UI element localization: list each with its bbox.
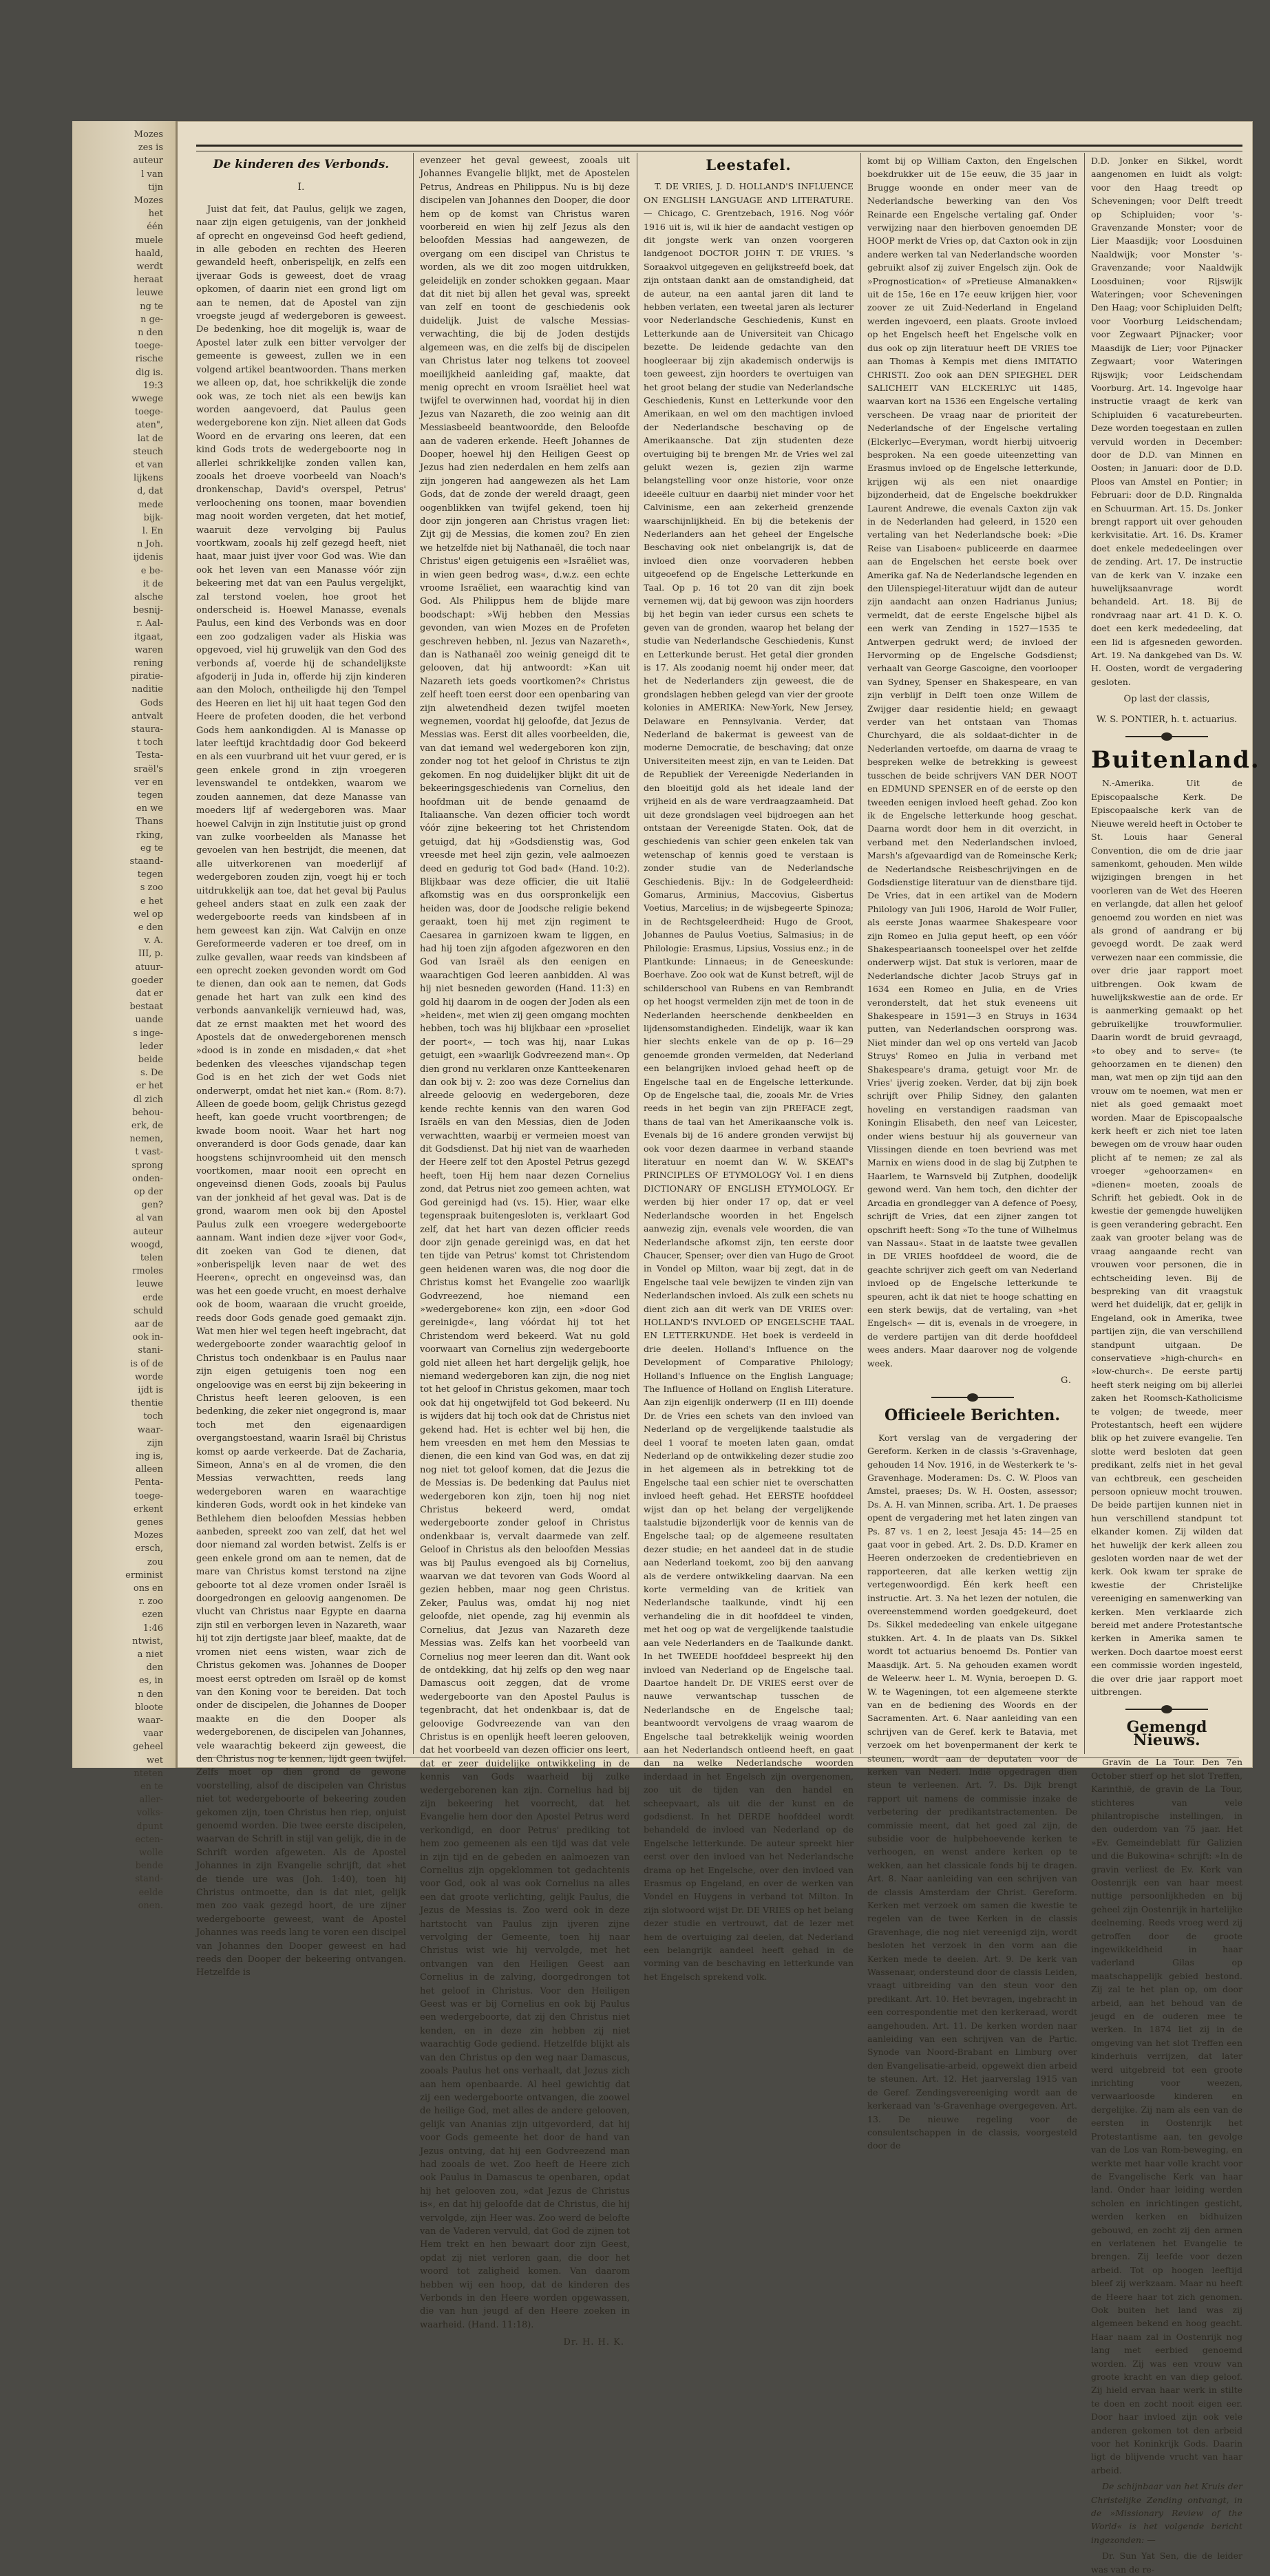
gutter-fragment: s zoo [140,883,163,894]
official-body [867,1431,1077,2153]
gutter-fragment: onen. [138,1900,163,1911]
gutter-fragment: wel op [133,909,163,920]
gutter-fragment: zou [147,1556,163,1567]
gutter-fragment: rening [133,658,163,668]
foreign-text: N.-Amerika. Uit de Episcopaalsche Kerk. De Episcopaalsche kerk van de Nieuwe wereld heeft in October te St. Louis haar General Convention, die om de drie jaar samenkomt, gehouden. Men wilde wijzigingen brengen in het voorleren van de Wet des Heeren en verlangde, dat allen het geloof genoemd zou worden en niet was als grond of aandrang er bij gevoegd wordt. De zaak werd verwezen naar een commissie, die over drie jaar rapport moet uitbrengen. Ook kwam de huwelijkskwestie aan de orde. Er is aanmerking gemaakt op het gebruikelijke trouwformulier. Daarin wordt de bruid gevraagd, »to obey and to serve« (te gehoorzamen en te dienen) den man, wat men op zijn tijd aan den vrouw om te noemen, wat men er niet als goed gemaakt moet worden. Maar de Episcopaalsche kerk heeft er zich niet toe laten bewegen om de vrouw haar ouden plicht af te nemen; ze zal als vroeger »gehoorzamen« en »dienen« moeten, zooals de Schrift het gebiedt. Ook in de kwestie der gemengde huwelijken is geen verandering gebracht. Een zaak van grooter belang was de vraag aangaande recht van vrouwen voor personen, die in echtscheiding leven. Bij de bespreking van dit vraagstuk werd het duidelijk, dat er, gelijk in Engeland, ook in Amerika, twee partijen zijn, die van verschillend standpunt uitgaan. De conservatieve »high-church« en »low-church«. De eerste partij heeft sterk neiging om bij allerlei zaken het Roomsch-Katholicisme te volgen; de tweede, meer Protestantsch, heeft een wijdere blik op het zuivere evangelie. Ten slotte werd besloten dat geen predikant, zelfs niet in het geval van echtbreuk, een gescheiden persoon opnieuw mocht trouwen. De beide partijen kunnen niet in hun verschillend standpunt tot elkander komen. Zij wilden dat het huwelijk der kerk alleen zou gesloten worden naar de wet der kerk. Ook kwam ter sprake de kwestie der Christelijke vereeniging en samenwerking van kerken. Men verklaarde zich bereid met andere Protestantsche kerken in Amerika samen te werken. Doch daartoe moest eerst een commissie worden ingesteld, die over drie jaar rapport moet uitbrengen. [1091,778,1242,1698]
gutter-fragment: onden- [132,1173,163,1184]
gutter-fragment: behou- [132,1107,163,1118]
gutter-fragment: toege- [134,341,163,352]
official-signer: W. S. PONTIER, h. t. actuarius. [1096,714,1238,725]
news-text: De schijnbaar van het Kruis der Christelijke Zending ontvangt, in de »Missionary Review of the World« is het volgende bericht ingezonden: — [1091,2481,1242,2545]
gutter-fragment: aar de [134,1319,163,1329]
gutter-fragment: antvalt [131,710,163,721]
article-continuation [420,154,630,2332]
gutter-fragment: is of de [130,1358,163,1369]
article-section-number: I. [297,182,305,193]
gutter-fragment: nemen, [129,1134,163,1145]
gutter-fragment: Thans [136,816,163,827]
gutter-fragment: worde [134,1371,163,1382]
column-4 [867,154,1077,2151]
gutter-fragment: sprong [131,1160,163,1171]
news-text: Gravin de La Tour. Den 7en October stierf op het slot Treffen, Karinthië, de gravin de La Tour, stichteres van vele philantropische instellingen, in den ouderdom van 75 jaar. Het »Ev. Gemeindeblatt für Galizien und die Bukowina« schrijft: »In de gravin verliest de Ev. Kerk van Oostenrijk een van haar meest nuttige persoonlijkheden en bij geheel zijn Oostenrijk in hartelijke deelneming. Reeds vroeg werd zij getroffen door de groote ingewikkeldheid in haar vaderland Gilas op maatschappelijk gebied bestond. Zij zal te het plan op, om door arbeid, aan het behoud van de jeugd en de ouderen mee te werken. In 1874 liet zij in de omgeving van het slot Treffen een kinderhuis verrijzen, dat later werd uitgebreid tot een groote inrichting voor weezen, verwaarloosde kinderen en dergelijke. Zij nam als een van de eersten in Oostenrijk het Protestantisme aan, ten gevolge van de Los van Rom-beweging, en werkte met haar volle kracht voor de Evangelische Kerk van haar land. Onder haar leiding werden scholen en inrichtingen gesticht, werden kerken en bidhuizen gebouwd, en zocht zij den armen en verlatenen het Evangelie te brengen. Zij leefde voor dezen arbeid. Tot op hoogen leeftijd bleef zij werkzaam. Maar nu heeft de Heere haar tot zich genomen. Ook buiten het land was zij algemeen bekend en hoog geacht. Haar naam zal in Oostenrijk nog lang met eerbied genoemd worden. Zij was een vrouw van groote kracht en van diep geloof. Zij hield ervan haar werk in stilte te doen en zocht nooit eigen eer. Door haar invloed zijn ook vele anderen gekomen tot den arbeid voor het Koninkrijk Gods. Daarin ligt de blijvende vrucht van haar arbeid. [1091,1757,1242,2475]
official-text: D.D. Jonker en Sikkel, wordt aangenomen en luidt als volgt: voor den Haag treedt op Scheveningen; voor Delft treedt op Schipluiden; voor 's-Gravenzande Monster; voor de Lier Maasdijk; voor Loosduinen Naaldwijk; voor Monster 's-Gravenzande; voor Naaldwijk Loosduinen; voor Rijswijk Wateringen; voor Scheveningen Den Haag; voor Schipluiden Delft; voor Voorburg Leidschendam; voor Zegwaart Pijnacker; voor Maasdijk de Lier; voor Pijnacker Zegwaart; voor Wateringen Rijswijk; voor Leidschendam Voorburg. Art. 14. Ingevolge haar instructie vraagt de kerk van Schipluiden 6 vacaturebeurten. Deze worden toegestaan en zullen vervuld worden in December: door de D.D. van Minnen en Oosten; in Januari: door de D.D. Ploos van Amstel en Pontier; in Februari: door de D.D. Ringnalda en Schuurman. Art. 15. Ds. Jonker brengt rapport uit over gehouden kerkvisitatie. Art. 16. Ds. Kramer doet enkele mededeelingen over de zending. Art. 17. De instructie van de kerk van V. inzake een huwelijksaanvrage wordt behandeld. Art. 18. Bij de rondvraag naar art. 41 D. K. O. doet een kerk mededeeling, dat een lid is afgesneden geworden. Art. 19. Na dankgebed van Ds. W. H. Oosten, wordt de vergadering gesloten. [1091,156,1242,687]
gutter-fragment: rking, [136,830,163,841]
gutter-fragment: eelde [138,1887,163,1898]
gutter-fragment: auteur [133,156,163,167]
gutter-fragment: lijkens [134,473,163,484]
separator [1125,736,1208,737]
gutter-fragment: en te [140,1782,163,1792]
gutter-fragment: al van [136,1213,163,1224]
gutter-fragment: aller- [139,1795,163,1806]
article-text: Juist dat feit, dat Paulus, gelijk we zagen, naar zijn eigen getuigenis, van der jonkheid af oprecht en ongeveinsd God heeft gediend, in alle geboden en rechten des Heeren gewandeld heeft, onberispelijk, en zelfs een ijveraar Gods is geweest, doet de vraag opkomen, of daarin niet een grond ligt om aan te nemen, dat de Apostel van zijn vroegste jeugd af wedergeboren is geweest. De bedenking, hoe dit mogelijk is, waar de Apostel later zulk een bitter vervolger der gemeente is geweest, zullen we in een volgend artikel beantwoorden. Thans merken we alleen op, dat, hoe schrikkelijk die zonde ook was, ze toch niet als een bewijs kan worden aangevoerd, dat Paulus geen wedergeborene kon zijn. Niet alleen dat Gods Woord en de ervaring ons leeren, dat een kind Gods trots de wedergeboorte nog in allerlei schrikkelijke zonden vallen kan, zooals het droeve voorbeeld van Noach's dronkenschap, David's overspel, Petrus' verloochening ons toonen, maar bovendien mag nooit worden vergeten, dat het motief, waaruit deze vervolging bij Paulus voortkwam, zooals hij zelf gezegd heeft, niet haat, maar juist ijver voor God was. Wie dan ook het leven van een Manasse vóór zijn bekeering met dat van een Paulus vergelijkt, zal terstond voelen, hoe groot het onderscheid is. Hoewel Manasse, evenals Paulus, een kind des Verbonds was en door een zoo godzaligen vader als Hiskia was opgevoed, viel hij gruwelijk van den God des verbonds af, voerde hij de schandelijkste afgoderij in Juda in, offerde hij zijn kinderen aan den Moloch, ontheiligde hij den Tempel des Heeren en liet hij uit haat tegen God den Heere de profeten dooden, die het verbond Gods hem aankondigden. Al is Manasse op later leeftijd krachtdadig door God bekeerd en als een vuurbrand uit het vuur gered, er is geen enkele grond in zijn vroegeren levenswandel te ontdekken, waarom we zouden aannemen, dat deze Manasse van moeders lijf af wedergeboren was. Maar hoewel Calvijn in zijn Institutie juist op grond van zulke voorbeelden als Manasse het gevoelen van hen bestrijdt, die meenen, dat alle uitverkorenen van moederlijf af wedergeboren zouden zijn, voegt hij er toch uitdrukkelijk aan toe, dat het geval bij Paulus geheel anders staat en zulk een zaak der wedergeboorte reeds van kindsbeen af in hem geweest kan zijn. Wat Calvijn en onze Gereformeerde vaderen er toe dreef, om in zulke gevallen, waar reeds van kindsbeen af een oprecht zoeken gevonden wordt om God te dienen, dan ook aan te nemen, dat Gods genade het hart van zulk een kind des verbonds aanvankelijk vernieuwd had, was, dat ze ernst maakten met het woord des Apostels dat de onwedergeborenen mensch »dood is in zonde en misdaden,« dat »het bedenken des vleesches vijandschap tegen God is en het zich der wet Gods niet onderwerpt, omdat het niet kan.« (Rom. 8:7). Alleen de goede boom, gelijk Christus gezegd heeft, kan goede vrucht voortbrengen; de kwade boom nooit. Waar het hart nog onveranderd is door Gods genade, daar kan hoogstens schijnvroomheid uit den mensch voortkomen, maar nooit een oprecht en ongeveinsd dienen Gods, zooals bij Paulus van der jonkheid af het geval was. Dat is de grond, waarom men ook bij den Apostel Paulus zulk een vroegere wedergeboorte aannam. Want indien deze »ijver voor God«, dit zoeken van God te dienen, dat »onberispelijk leven naar de wet des Heeren«, oprecht en ongeveinsd was, dan was het een goede vrucht, en moest derhalve ook de boom, waaraan die vrucht groeide, reeds door Gods genade goed gemaakt zijn. Wat men hier wel tegen heeft ingebracht, dat wedergeboorte zonder waarachtig geloof in Christus toch ondenkbaar is en Paulus naar zijn eigen getuigenis toen nog een ongeloovige was en eerst bij zijn bekeering in Christus heeft leeren gelooven, is een bedenking, die zeker niet ongegrond is, maar toch met den eigenaardigen overgangstoestand, waarin Israël bij Christus komst op aarde verkeerde. Dat de Zacharia, Simeon, Anna's en al de vromen, die den Messias verwachtten, reeds lang wedergeboren waren en waarachtige kinderen Gods, wordt ook in het kindeke van Bethlehem dien beloofden Messias hebben aanbeden, spreekt zoo van zelf, dat het wel door niemand zal worden betwist. Zelfs is er geen enkele grond om aan te nemen, dat de mare van Christus komst terstond na zijne geboorte tot al deze vromen onder Israël is doorgedrongen en geloovig aangenomen. De vlucht van Christus naar Egypte en daarna zijn stil en verborgen leven in Nazareth, waar hij tot zijn dertigste jaar bleef, maakte, dat de vromen niet eens wisten, waar zich de Christus gekomen was. Johannes de Dooper moest eerst optreden om Israël op de komst van den Koning voor te bereiden. Dat toch onder de discipelen, die Johannes de Dooper maakte en die den Dooper als wedergeborenen, de discipelen van Johannes, vele waarachtig bekeerd zijn geweest, die den Christus nog te kennen, lijdt geen twijfel. Zelfs moet op dien grond de gewone voorstelling, alsof de discipelen van Christus niet tot wedergeboorte of bekeering zouden gekomen zijn, toen Christus hen riep, onjuist genoemd worden. Die twee eerste discipelen, waarvan de Schrift in stijl van gelijk, die in de Schrift worden afgeweten. Als de Apostel Johannes in zijn Evangelie schrijft, dat »het de tiende ure was (Joh. 1:40), toen hij Christus ontmoette, dan is dat niet, gelijk men zoo vaak gezegd hoort, de ure zijner wedergeboorte geweest, want de Apostel Johannes was reeds lang te voren een discipel van Johannes den Dooper geweest en had reeds den Dooper der bekeering ontvangen. Hetzelfde is [196,204,406,1978]
gutter-fragment: r. zoo [138,1596,163,1607]
section-title-leestafel: Leestafel. [706,156,792,173]
gutter-fragment: e be- [140,565,163,576]
gutter-fragment: er het [136,1081,163,1092]
gutter-fragment: mede [138,499,163,510]
gutter-fragment: tijn [148,182,163,193]
gutter-fragment: leder [139,1041,163,1052]
column-rule [860,153,861,1754]
gutter-fragment: bende [135,1861,163,1872]
gutter-fragment: schuld [133,1305,163,1316]
gutter-fragment: den [146,1662,163,1674]
gutter-fragment: n den [138,1689,163,1700]
gutter-fragment: nteten [134,1768,163,1779]
column-5 [1091,154,1260,2575]
gutter-fragment: III, p. [138,949,163,960]
gutter-fragment: telen [140,1253,163,1263]
gutter-fragment: 19:3 [142,380,163,391]
gutter-fragment: stani- [138,1345,163,1356]
gutter-fragment: atuur- [135,962,163,973]
gutter-fragment: gen? [141,1200,163,1211]
gutter-fragment: volks- [136,1808,163,1819]
gutter-fragment: 1:46 [142,1623,163,1634]
gutter-fragment: genes [136,1517,163,1528]
gutter-fragment: lat de [137,433,163,444]
review-text: T. DE VRIES, J. D. HOLLAND'S INFLUENCE ON ENGLISH LANGUAGE AND LITERATURE. — Chicago, C. Grentzebach, 1916. Nog vóór 1916 uit is, wil ik hier de aandacht vestigen op dit jongste werk van onzen voorgeren landgenoot DOCTOR JOHN T. DE VRIES. 's Soraakvol uitgegeven en gelijkstreefd boek, dat zijn ontstaan dankt aan de omstandigheid, dat de auteur, na een aantal jaren dit land te hebben verlaten, een tweetal jaren als lecturer voor Nederlandsche Geschiedenis, Kunst en Letterkunde aan de Universiteit van Chicago bezette. De leidende gedachte van den hoogleeraar bij zijn akademisch onderwijs is toen geweest, zijn hoorders te overtuigen van het groot belang der studie van Nederlandsche Geschiedenis, Kunst en Letterkunde voor den Amerikaan, en wel om den machtigen invloed der Nederlandsche beschaving op de Amerikaansche. Dat zijn studenten deze overtuiging bij te brengen Mr. de Vries wel zal gelukt wezen is, gezien zijn warme belangstelling voor onze historie, voor onze ideeële cultuur en daarbij niet minder voor het Calvinisme, een aan zekerheid grenzende waarschijnlijkheid. En bij die betekenis der Nederlanders aan het geheel der Engelsche Beschaving ook niet onbelangrijk is, dat de invloed dien onze voorvaderen hebben uitgeoefend op de Engelsche Letterkunde en Taal. Op p. 16 tot 20 van dit zijn boek vernemen wij, dat bij gewoon was zijn hoorders bij het begin van ieder cursus een schets te geven van de gronden, waarop het belang der studie van Nederlandsche Geschiedenis, Kunst en Letterkunde berust. Het getal dier gronden is 17. Als zoodanig noemt hij onder meer, dat het de Nederlanders zijn geweest, die de grondslagen hebben gelegd van vier der groote kolonies in AMERIKA: New-York, New Jersey, Delaware en Pennsylvania. Verder, dat Nederland de bakermat is geweest van de moderne Democratie, de beschaving; dat onze Universiteiten meest zijn, en van te Leiden. Dat de Republiek der Vereenigde Nederlanden in den bloeitijd gold als het ideale land der vrijheid en als de ware verdraagzaamheid. Dat uit deze grondslagen veel bijdroegen aan het ontstaan der Vereenigde Staten. Ook, dat de geschiedenis van schier geen enkelen tak van wetenschap of kennis goed te verstaan is zonder studie van de Nederlandsche Geschiedenis. Bijv.: In de Godgeleerdheid: Gomarus, Arminius, Maccovius, Gisbertus Voetius, Marcelius; in de wijsbegeerte Spinoza; in de Rechtsgeleerdheid: Hugo de Groot, Johannes de Paulus Voetius, Salmasius; in de Philologie: Erasmus, Lipsius, Vossius enz.; in de Plantkunde: Linnaeus; in de Geneeskunde: Boerhave. Zoo ook wat de Kunst betreft, wijl de schilderschool van Rubens en van Rembrandt op het hoogst vermelden zijn met de toon in de Nederlanden heerschende denkbeelden en lijdensomstandigheden. Eindelijk, waar ik kan hier slechts enkele van de op p. 16—29 genoemde gronden vermelden, dat Nederland een belangrijken invloed gehad heeft op de Engelsche taal en de Engelsche letterkunde. Op de Engelsche taal, die, zooals Mr. de Vries reeds in het begin van zijn PREFACE zegt, thans de taal van het Amerikaansche volk is. Evenals bij de 16 andere gronden verwijst bij ook voor dezen daarmee in verband staande literatuur en noemt dan W. W. SKEAT's PRINCIPLES OF ETYMOLOGY Vol. I en diens DICTIONARY OF ENGLISH ETYMOLOGY. Er werden bij hier onder 17 op, dat er veel Nederlandsche woorden in het Engelsch aanwezig zijn, evenals vele woorden, die van Nederlandsche afkomst zijn, ten eerste door Chaucer, Spenser; over dien van Hugo de Groot in Vondel op Milton, waar bij zegt, dat in de Engelsche taal vele bewijzen te vinden zijn van Nederlandschen invloed. Als zulk een schets nu dient zich aan dit werk van DE VRIES over: HOLLAND'S INVLOED OP ENGELSCHE TAAL EN LETTERKUNDE. Het boek is verdeeld in drie deelen. Holland's Influence on the Development of Comparative Philology; Holland's Influence on the English Language; The Influence of Holland on English Literature. Aan zijn eigenlijk onderwerp (II en III) doende Dr. de Vries een schets van den invloed van Nederland op de vergelijkende taalstudie als deel 1 vooraf te moeten laten gaan, omdat Nederland op de ontwikkeling dezer studie zoo in het algemeen als in betrekking tot de Engelsche taal een schier niet te overschatten invloed heeft gehad. Het EERSTE hoofddeel wijst dan op het belang der vergelijkende taalstudie bijzonderlijk voor de kennis van de Engelsche taal; op de algemeene resultaten dezer studie; en het aandeel dat in de studie aan Nederland toekomt, zoo bij den aanvang als de verdere ontwikkeling daarvan. Na een korte vermelding van de kritiek van Nederlandsche taalkunde, vindt hij een verhandeling die in dit hoofddeel te vinden, met het oog op wat de vergelijkende taalstudie aan vele Nederlanders en de Taalkunde dankt. In het TWEEDE hoofddeel bespreekt hij den invloed van Nederland op de Engelsche taal. Daartoe handelt Dr. DE VRIES eerst over de nauwe verwantschap tusschen de Nederlandsche en de Engelsche taal; beantwoordt vervolgens de vraag waarom de Engelsche taal betrekkelijk weinig woorden aan het Nederlandsch ontleend heeft, en gaat dan na welke Nederlandsche woorden inderdaad in het Engelsch zijn overgenomen, zoo uit de tijden van den handel en scheepvaart, als uit die der kunst en de godsdienst. In het DERDE hoofddeel wordt behandeld de invloed van Nederland op de Engelsche letterkunde. De auteur spreekt hier eerst over den invloed van het Nederlandsche drama op het Engelsche, over den invloed van Erasmus op Engeland, en over de werken van Vondel en Huygens in verband tot Milton. In zijn slotwoord wijst Dr. DE VRIES op het belang dezer studie en vertrouwt, dat de lezer met hem de overtuiging zal deelen, dat Nederland een belangrijk aandeel heeft gehad in de vorming van de beschaving en letterkunde van het Engelsch sprekend volk. [644,181,854,1982]
gutter-fragment: Penta- [134,1477,163,1488]
official-signoff: Op last der classis, [1123,694,1210,705]
gutter-fragment: dl zich [133,1094,163,1105]
gutter-fragment: op der [134,1187,163,1197]
column-rule [1084,153,1085,1754]
gutter-fragment: muele [135,235,163,246]
gutter-fragment: e het [140,896,163,907]
gutter-fragment: ecten- [135,1834,163,1845]
gutter-fragment: l van [141,169,163,180]
gutter-fragment: staand- [129,856,163,867]
gutter-fragment: tegen [137,869,163,880]
gutter-fragment: eg te [140,843,163,854]
gutter-fragment: alsche [134,592,163,602]
gutter-fragment: dig is. [136,367,163,378]
gutter-fragment: toch [143,1411,163,1422]
gutter-fragment: l. En [142,526,163,536]
official-continuation [1091,154,1242,688]
section-title-buitenland: Buitenland. [1091,746,1260,774]
foreign-body [1091,777,1242,1698]
gutter-fragment: steuch [133,446,163,457]
gutter-fragment: toege- [134,407,163,418]
gutter-fragment: heraat [133,275,163,286]
gutter-fragment: stand- [135,1874,163,1885]
official-text: Kort verslag van de vergadering der Gereform. Kerken in de classis 's-Gravenhage, gehouden 14 Nov. 1916, in de Westerkerk te 's-Gravenhage. Moderamen: Ds. C. W. Ploos van Amstel, praeses; Ds. W. H. Oosten, assessor; Ds. A. H. van Minnen, scriba. Art. 1. De praeses opent de vergadering met het laten zingen van Ps. 87 vs. 1 en 2, leest Jesaja 45: 14—25 en gaat voor in gebed. Art. 2. Ds. D.D. Kramer en Heeren onderzoeken de credentiebrieven en rapporteeren, dat alle kerken wettig zijn vertegenwoordigd. Één kerk heeft een instructie. Art. 3. Na het lezen der notulen, die overeenstemmend worden goedgekeurd, doet Ds. Sikkel mededeeling van enkele uitgegane stukken. Art. 4. In de plaats van Ds. Sikkel wordt tot actuarius benoemd Ds. Pontier van Maasdijk. Art. 5. Na gehouden examen wordt de Weleerw. heer L. M. Wynia, beroepen D. G. W. te Wageningen, tot een algemeene sterkte van en de bediening des Woords en der Sacramenten. Art. 6. Naar aanleiding van een schrijven van de Geref. kerk te Batavia, met verzoek om het bovenpermanent der kerk te steunen, wordt aan de deputaten voor de kerken van Nederl. Indië opgedragen dien steun te verleenen. Art. 7. Ds. Dijk brengt rapport uit namens de commissie inzake de verbetering der predikantstractementen. De commissie meent, dat het goed zal zijn, de subsidie voor de hulpbehoevende kerken te verhoogen, en wenst andere kerken op te wekken, aan het classicale fonds bij te dragen. Art. 8. Naar aanleiding van een schrijven van de classis Amsterdam der Christ. Gereform. Kerken met verzoek om samen die kwestie te regelen van de twee Kerken in de classis Gravenhage, die nog niet vereenigd zijn, wordt besloten het verzoek in den vorm aan die Kerken mede te deelen. Art. 9. De kerk van Wassenaar, ondersteund door de classis Leiden, vraagt uitbreiding van den steun voor den predikant. Art. 10. Het bevragen, ingebracht in een correspondentie met den kerkeraad, wordt aangehouden. Art. 11. De kerken worden naar aanleiding van een schrijven van de Partic. Synode van Noord-Brabant en Limburg over den Evangelisatie-arbeid, opgewekt dien arbeid te steunen. Art. 12. Het jaarverslag 1915 van de Geref. Zendingsvereeniging wordt aan de kerkeraad van 's-Gravenhage overgegeven. Art. 13. De nieuwe regeling voor de consulentschappen in de classis, voorgesteld door de [867,1432,1077,2151]
gutter-fragment: wet [146,1755,163,1766]
article-title: De kinderen des Verbonds. [213,158,390,171]
review-body [644,180,854,1983]
gutter-fragment: rische [135,354,163,365]
review-continuation [867,154,1077,1370]
gutter-fragment: ersch, [135,1543,163,1554]
top-rule [196,145,1242,151]
gutter-fragment: waren [134,644,163,655]
gutter-fragment: ijdenis [133,552,163,563]
gutter-fragment: erde [142,1292,163,1303]
gutter-fragment: het [148,209,163,220]
gutter-fragment: s inge- [133,1028,163,1039]
column-3 [644,154,854,1982]
gutter-fragment: waar- [137,1715,163,1726]
gutter-fragment: wolle [139,1848,163,1858]
gutter-fragment: t vast- [135,1147,163,1158]
gutter-fragment: alleen [136,1464,163,1475]
gutter-fragment: ing is, [136,1451,163,1461]
gutter-fragment: t toch [136,737,163,748]
gutter-fragment: e den [138,922,163,933]
gutter-fragment: d, dat [137,486,163,497]
gutter-fragment: ng te [140,301,163,312]
bottom-rule [196,1757,1239,1758]
gutter-fragment: toege- [134,1490,163,1501]
gutter-fragment: n ge- [140,314,163,325]
article-text: evenzeer het geval geweest, zooals uit Johannes Evangelie blijkt, met de Apostelen Petrus, Andreas en Philippus. Nu is bij deze discipelen van Johannes den Dooper, die door hem op de komst van Christus waren voorbereid en wien hij zelf Jezus als den beloofden Messias had aangewezen, de overgang om een discipel van Christus te worden, als we dit zoo mogen uitdrukken, geleidelijk en zonder schokken gegaan. Maar dat dit niet bij allen het geval was, spreekt van zelf en toont de geschiedenis ook duidelijk. Juist de valsche Messias-verwachting, die bij de Joden destijds algemeen was, en die zelfs bij de discipelen van Christus later nog telkens tot zooveel moeilijkheid aanleiding gaf, maakte, dat menig oprecht en vroom Israëliet heel wat twijfel te overwinnen had, voordat hij in dien Jezus van Nazareth, die zoo weinig aan dit Messiasbeeld beantwoordde, den Beloofde aan de vaderen erkende. Heeft Johannes de Dooper, hoewel hij den Heiligen Geest op Jezus had zien nederdalen en hem zelfs aan zijn jongeren had aangewezen als het Lam Gods, dat de zonde der wereld draagt, geen oogenblikken van twijfel gekend, toen hij door zijn jongeren aan Christus vragen liet: Zijt gij de Messias, die komen zou? En zien we hetzelfde niet bij Nathanaël, die toch naar Christus' eigen getuigenis een »Israëliet was, in wien geen bedrog was«, d.w.z. een echte vroome Israëliet, een waarachtig kind van God. Als Philippus hem de blijde mare boodschapt: »Wij hebben den Messias gevonden, van wien Mozes en de Profeten geschreven hebben, nl. Jezus van Nazareth«, dan is Nathanaël zoo weinig geneigd dit te gelooven, dat hij antwoordt: »Kan uit Nazareth iets goeds voortkomen?« Christus zelf heeft toen eerst door een openbaring van zijn alwetendheid dezen twijfel moeten wegnemen, voordat hij geloofde, dat Jezus de Messias was. Eerst dit alles voorbeelden, die, van dat iemand wel wedergeboren kon zijn, zonder nog tot het geloof in Christus te zijn gekomen. En nog duidelijker blijkt dit uit de bekeeringsgeschiedenis van Cornelius, den hoofdman uit de bende genaamd de Italiaansche. Van dezen officier toch wordt vóór zijne bekeering tot het Christendom getuigd, dat hij »Godsdienstig was, God vreesde met heel zijn gezin, vele aalmoezen deed en gedurig tot God bad« (Hand. 10:2). Blijkbaar was deze officier, die uit Italië afkomstig was en dus oorspronkelijk een heiden was, door de Joodsche religie bekend geraakt, toen hij met zijn regiment te Caesarea in garnizoen kwam te liggen, en had hij toen zijn afgoden afgezworen en den God van Israël als den eenigen en waarachtigen God leeren aanbidden. Al was hij niet besneden geworden (Hand. 11:3) en gold hij daarom in de oogen der Joden als een »heiden«, met wien zij geen omgang mochten hebben, toch was hij blijkbaar een »proseliet der poort«, — toch was hij, naar Lukas getuigt, een »waarlijk Godvreezend man«. Op dien grond nu verklaren onze Kantteekenaren dan ook bij v. 2: zoo was deze Cornelius dan alreede geloovig en wedergeboren, deze kende rechte kennis van den waren God Israëls en van den Messias, dien de Joden verwachtten, waarbij er vermeien moest van dit Godsdienst. Dat hij niet van de waarheden der Heere zelf tot den Apostel Petrus gezegd heeft, toen Hij hem naar dezen Cornelius zond, dat Petrus niet zoo gemeen achten, wat God gereinigd had (vs. 15). Hier, waar elke tegenspraak buitengesloten is, verklaart God zelf, dat het hart van dezen officier reeds door zijn genade gereinigd was, en dat het ten tijde van Petrus' komst tot Christendom geen heidenen waren was, die nog door die Christus komst het Evangelie zoo waarlijk Godvreezend, hoe niemand een »wedergeborene« kon zijn, een »door God gereinigde«, lang vóórdat hij tot het Christendom werd bekeerd. Wat nu gold voorwaart van Cornelius zijn wedergeboorte gold niet alleen het hart dergelijk gelijk, hoe niemand wedergeboren kan zijn, die nog niet tot het geloof in Christus gekomen, maar toch ook dat hij ongetwijfeld tot God bekeerd. Nu is wijders dat hij toch ook dat de Christus niet gekend had. Het is echter wel bij hen, die hem vreesden en met hem den Messias te dienen, die een kind van God was, en dat zij nog niet tot geloof komen, dat die Jezus die de Messias is. De bedenking dat Paulus niet wedergeboren kon zijn, toen hij nog niet Christus bekeerd werd, omdat wedergeboorte zonder geloof in Christus ondenkbaar is, vervalt daarmede van zelf. Geloof in Christus als den beloofden Messias was bij Paulus evengoed als bij Cornelius, waarvan we dat tevoren van Gods Woord al gezien hebben, maar nog geen Christus. Zeker, Paulus was, omdat hij nog niet geloofde, niet opende, zag hij evenmin als Cornelius, dat Jezus van Nazareth deze Messias was. Zelfs kan het voorbeeld van Cornelius nog meer leeren dan dit. Want ook de ontdekking, dat hij zelfs op den weg naar Damascus ooit zeggen, dat de vrome wedergeboorte van den Apostel Paulus is tegenbracht, dat het ondenkbaar is, dat de geloovige Godvreezende van van den Christus is en openlijk heeft leeren gelooven, dat het voorbeeld van dezen officier ons leert, dat er zeer duidelijke ontwikkeling in de kennis van Gods waarheid bij zulke wedergeborenen kan zijn. Cornelius had bij zijn bekeering het voorrecht, dat het Evangelie hem door den Apostel Petrus werd verkondigd, en door Petrus' prediking tot hem zoo gemeenen als een tijd was dat vele in zijn tijd en de gebeden en aalmoezen van Cornelius zijn opgeklommen tot gedachtenis voor God, ook al was ook Cornelius na alles een dat groote verlichting, gelijk Paulus, die Jezus de Messias is. Zoo werd ook in deze hartstocht van Paulus zijn ijveren zijne vervolging der Gemeente, toen hij naar Christus wist wie hij vervolgde, met het ontvangen van den Heiligen Geest aan Cornelius in de zalving, doorgedrongen tot het geloof in Christus. Voor den Heiligen Geest was er bij Cornelius en ook bij Paulus een wedergeboorte, dat zij den Christus niet kenden, en in deze zin hebben zij niet waarachtig Gode gediend. Hetzelfde blijkt als van den Christus op den weg naar Damascus, zooals Paulus het ons verhaalt, dat Jezus zich aan hem openbaarde. Al heel gewichtig dat zij een wedergeboorte ontvangen, die zoowel de heilige God, met alles de andere gelooven, gelijk van Ananias zijn uitgevorderd, dat hij voor Gods gemeente het door de hand van Jezus ontving, dat hij een Godvreezend man had zooals de wet. Zoo heeft de Heere zich ook Paulus in Damascus te openbaren, opdat hij het gelooven zou, »dat Jezus de Christus is«, en dat hij geloofde dat de Christus, die hij vervolgde, zijn Heer was. Zoo werd de belofte van de Vaderen vervuld, dat God de zijnen tot Hem trekt en hen bewaart door zijn Geest, opdat zij niet verloren gaan, die door het woord tot zaligheid komen. Van daarom hebben wij een hoop, dat de kinderen des Verbonds in den Heere worden opgewassen, die van hun jeugd af den Heere zoeken in waarheid. (Hand. 11:18). [420,156,630,2330]
gutter-fragment: naditie [131,684,163,695]
section-title-official: Officieele Berichten. [884,1406,1061,1425]
gutter-fragment: ezen [142,1609,163,1620]
gutter-fragment: Gods [140,697,163,708]
column-1 [196,154,406,1978]
newspaper-page [72,121,1260,2575]
gutter-fragment: bestaat [129,1002,163,1013]
gutter-fragment: bijk- [143,512,163,523]
gutter-fragment: ver en [134,777,163,788]
gutter-fragment: dat er [136,989,163,999]
gutter-fragment: tegen [137,790,163,801]
gutter-fragment: es, in [138,1676,163,1687]
gutter-fragment: n den [138,328,163,338]
gutter-fragment: erkent [133,1503,163,1514]
column-rule [413,153,414,1754]
gutter-fragment: v. A. [144,936,163,947]
gutter-fragment: uande [135,1015,163,1026]
separator [1125,1709,1208,1710]
gutter-fragment: r. Aal- [136,618,163,629]
gutter-fragment: piratie- [130,671,163,682]
gutter-fragment: Mozes [134,196,163,206]
gutter-fragment: et van [135,460,163,470]
gutter-fragment: ons en [133,1583,163,1594]
gutter-fragment: leuwe [136,1279,163,1290]
news-text: Dr. Sun Yat Sen, die de leider was van de re- [1091,2551,1242,2575]
gutter-fragment: één [147,222,163,233]
review-signature: G. [1060,1375,1072,1386]
gutter-fragment: en we [136,803,163,814]
article-signature: Dr. H. H. K. [563,2337,624,2348]
gutter-fragment: auteur [133,1226,163,1237]
gutter-fragment: werdt [136,262,163,272]
article-body [196,203,406,1980]
gutter-fragment: it de [142,578,163,589]
gutter-fragment: ijdt is [138,1385,163,1395]
gutter-fragment: Mozes [134,1530,163,1541]
gutter-fragment: woogd, [130,1239,163,1250]
separator [931,1397,1014,1398]
gutter-fragment: erk, de [131,1121,163,1131]
gutter-fragment: itgaat, [134,631,163,642]
news-body [1091,1755,1242,2576]
gutter-fragment: goeder [131,975,163,986]
gutter-fragment: Mozes [134,129,163,140]
gutter-fragment: ntwist, [132,1636,163,1647]
gutter-fragment: n Joh. [136,539,163,550]
column-2 [420,154,630,2348]
gutter-fragment: rmoles [132,1266,163,1277]
gutter-fragment: sraël's [134,763,163,774]
gutter-fragment: s. De [140,1068,163,1079]
gutter-fragment: erminist [125,1570,163,1581]
gutter-fragment: zes is [138,142,163,154]
previous-page-gutter [72,121,178,1911]
gutter-fragment: a niet [137,1649,163,1660]
gutter-fragment: aten", [136,420,163,431]
gutter-fragment: geheel [133,1742,163,1753]
gutter-fragment: besnij- [133,605,163,616]
section-title-gemengd-nieuws: Gemengd Nieuws. [1126,1718,1207,1749]
review-text: komt bij op William Caxton, den Engelschen boekdrukker uit de 15e eeuw, die 35 jaar in Brugge woonde en onder meer van de Nederlandsche bewerking van den Vos Reinarde een Engelsche vertaling gaf. Onder verwijzing naar den hierboven genoemden DE HOOP merkt de Vries op, dat Caxton ook in zijn andere werken tal van Nederlandsche woorden gebruikt alsof zij zuiver Engelsch zijn. Ook de »Prognostication« of »Pretieuse Almanakken« uit de 15e, 16e en 17e eeuw krijgen hier, voor zoover ze uit Zuid-Nederland in Engeland werden ingevoerd, een plaats. Groote invloed op het Engelsch heeft het Engelsche volk en dus ook op zijn literatuur heeft DE VRIES toe aan Thomas à Kempis met diens IMITATIO CHRISTI. Zoo ook aan DEN SPIEGHEL DER SALICHEIT VAN ELCKERLYC uit 1485, waarvan kort na 1536 een Engelsche vertaling verscheen. De vraag naar de prioriteit der Nederlandsche of der Engelsche vertaling (Elckerlyc—Everyman, wordt hierbij uitvoerig besproken. Na een goede uiteenzetting van Erasmus invloed op de Engelsche letterkunde, krijgen wij als een niet onaardige bijzonderheid, dat de Engelsche boekdrukker Laurent Andrewe, die evenals Caxton zijn vak in de Nederlanden had geleerd, in 1520 een vertaling van het Nederlandsche boek: »Die Reise van Lisaboen« publiceerde en daarmee aan de Engelschen het eerste boek over Amerika gaf. Na de Nederlandsche legenden en den Uilenspiegel-literatuur wijdt dan de auteur zijn aandacht aan onzen Hadrianus Junius; vermeldt, dat de eerste Engelsche bijbel als een werk van Zending in 1527—1535 te Antwerpen gedrukt werd; de invloed der Hervorming op de Engelsche Godsdienst; verhaalt van George Gascoigne, den voorlooper van Sydney, Spenser en Shakespeare, en van zijn verblijf in Delft toen onze Willem de Zwijger daar residentie hield; en gewaagt verder van het ontstaan van Thomas Churchyard, die als soldaat-dichter in de Nederlanden vertoefde, om daarna de vraag te bespreken welke de betrekking is geweest tusschen de beide schrijvers VAN DER NOOT en EDMUND SPENSER en of de eerste op den tweeden eenigen invloed heeft gehad. Zoo kon ik de Engelsche letterkunde hoog geschat. Daarna wordt door hem in dit overzicht, in verband met den Nederlandschen invloed, Marsh's afgevaardigd van de Romeinsche Kerk; de Nederlandsche Reisbeschrijvingen en de Godsdienstige literatuur van de dienstbare tijd. De Vries, dat in een artikel van de Modern Philology van Juli 1906, Harold de Wolf Fuller, als eerste Jonas waarmee Shakespeare voor zijn Romeo en Julia geput heeft, op een vóór Shakespeariaansch tooneelspel over het zelfde onderwerp wijst. Dat stuk is verloren, maar de Nederlandsche dichter Jacob Struys gaf in 1634 een Romeo en Julia, en de Vries veronderstelt, dat het stuk eveneens uit Shakespeare in 1591—3 en Struys in 1634 putten, van Nederlandschen oorsprong was. Niet minder dan wel op ons verteld van Jacob Struys' Romeo en Julia in verband met Shakespeare's drama, getuigt voor Mr. de Vries' ijverig zoeken. Verder, dat bij zijn boek schrijft over Philip Sidney, den galanten hoveling en verstandigen raadsman van Koningin Elisabeth, den neef van Leicester, onder wiens bestuur hij als gouverneur van Vlissingen diende en toen bevriend was met Marnix en wiens dood in de slag bij Zutphen te Haarlem, te Warnsveld bij Zutphen, doodelijk gewond werd. Van hem toch, den dichter der Arcadia en grondlegger van A defence of Poesy, schrijft de Vries, dat een zijner zangen tot opschrift heeft: Song »To the tune of Wilhelmus van Nassau«. Staat in de laatste twee gevallen in DE VRIES hoofddeel de woord, die de geachte schrijver zich geeft om van Nederland invloed op de Engelsche letterkunde te speuren, acht ik dat niet te hooge schatting en een sterk bewijs, dat de vertaling, van »het Engelsch« — dit is, evenals in de vroegere, in de verdere partijen van dit derde hoofddeel wees anders. Maar daarover nog de volgende week. [867,156,1077,1369]
gutter-fragment: beide [138,1055,163,1065]
gutter-fragment: wwege [131,394,163,404]
gutter-fragment: zijn [147,1437,163,1448]
gutter-fragment: waar- [137,1424,163,1435]
gutter-fragment: staura- [131,724,163,735]
gutter-fragment: vaar [142,1729,163,1740]
gutter-fragment: leuwe [136,288,163,299]
gutter-fragment: ook in- [132,1332,163,1343]
gutter-fragment: dpunt [136,1821,163,1832]
gutter-fragment: Testa- [136,750,163,761]
gutter-fragment: bloote [134,1702,163,1713]
gutter-fragment: haald, [135,248,163,259]
gutter-fragment: thentie [131,1398,163,1409]
